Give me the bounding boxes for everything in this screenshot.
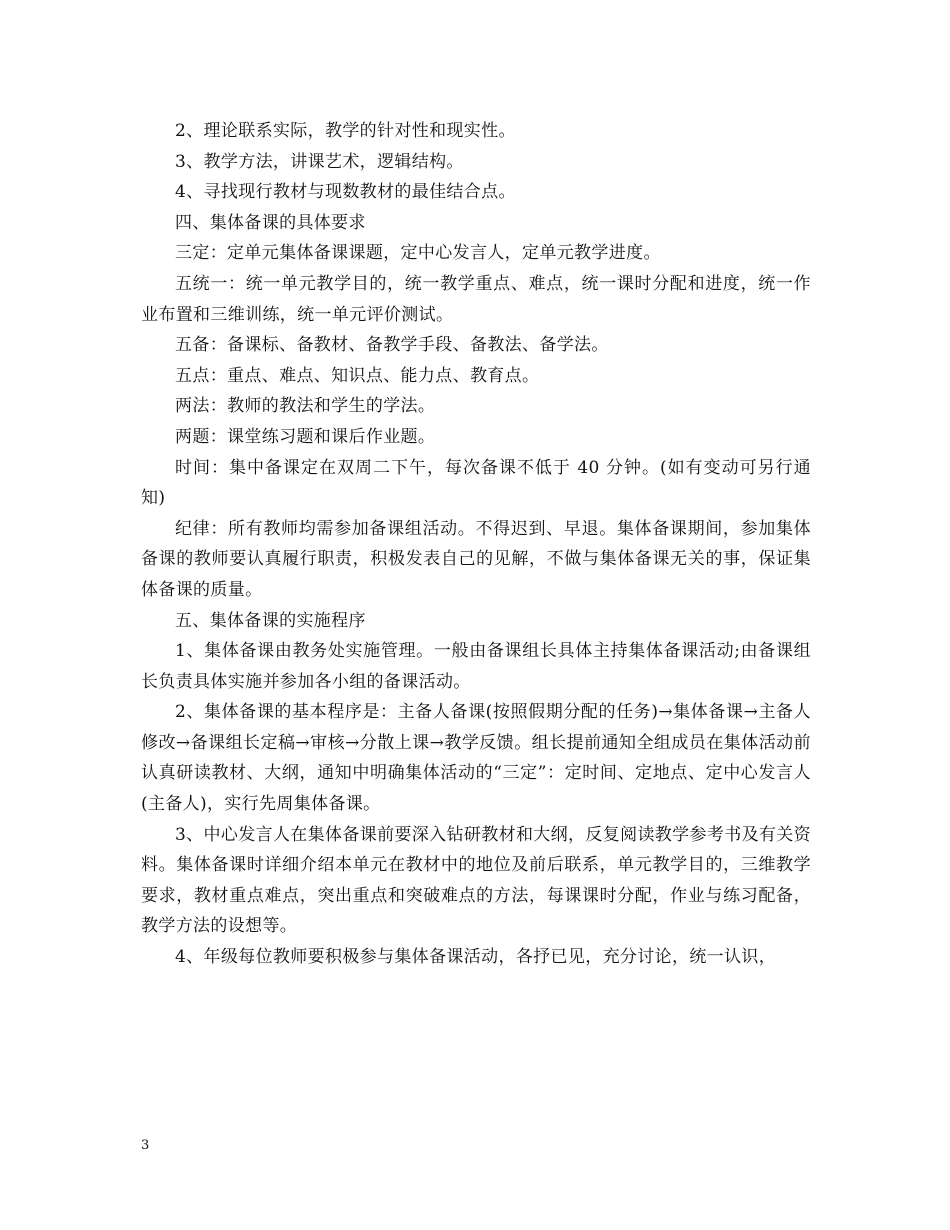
section-heading: 四、集体备课的具体要求 xyxy=(175,212,366,233)
paragraph: 两题：课堂练习题和课后作业题。 xyxy=(175,426,436,447)
paragraph: 五点：重点、难点、知识点、能力点、教育点。 xyxy=(175,365,540,386)
paragraph: 2、理论联系实际，教学的针对性和现实性。 xyxy=(175,121,516,141)
paragraph: 时间：集中备课定在双周二下午，每次备课不低于 40 分钟。(如有变动可另行通知) xyxy=(141,457,811,509)
paragraph: 4、寻找现行教材与现数教材的最佳结合点。 xyxy=(175,182,516,203)
paragraph: 五统一：统一单元教学目的，统一教学重点、难点，统一课时分配和进度，统一作业布置和三维训练，统一单元评价测试。 xyxy=(141,273,811,325)
paragraph: 3、中心发言人在集体备课前要深入钻研教材和大纲，反复阅读教学参考书及有关资料。集体备课时详细介绍本单元在教材中的地位及前后联系，单元教学目的，三维教学要求，教材重点难点，突出重点和突破难点的方法，每课课时分配，作业与练习配备，教学方法的设想等。 xyxy=(141,824,811,937)
document-body xyxy=(141,116,811,973)
paragraph: 3、教学方法，讲课艺术，逻辑结构。 xyxy=(175,151,464,172)
section-heading: 五、集体备课的实施程序 xyxy=(175,610,366,631)
paragraph: 纪律：所有教师均需参加备课组活动。不得迟到、早退。集体备课期间，参加集体备课的教师要认真履行职责，积极发表自己的见解，不做与集体备课无关的事，保证集体备课的质量。 xyxy=(141,518,811,600)
paragraph: 2、集体备课的基本程序是：主备人备课(按照假期分配的任务)→集体备课→主备人修改→备课组长定稿→审核→分散上课→教学反馈。组长提前通知全组成员在集体活动前认真研读教材、大纲，通知中明确集体活动的“三定”：定时间、定地点、定中心发言人(主备人)，实行先周集体备课。 xyxy=(141,702,811,815)
page-number: 3 xyxy=(141,1138,150,1153)
paragraph: 两法：教师的教法和学生的学法。 xyxy=(175,396,436,417)
paragraph: 4、年级每位教师要积极参与集体备课活动，各抒已见，充分讨论，统一认识， xyxy=(175,947,777,968)
paragraph: 五备：备课标、备教材、备教学手段、备教法、备学法。 xyxy=(175,335,609,356)
paragraph: 1、集体备课由教务处实施管理。一般由备课组长具体主持集体备课活动;由备课组长负责具体实施并参加各小组的备课活动。 xyxy=(141,641,811,692)
paragraph: 三定：定单元集体备课课题，定中心发言人，定单元教学进度。 xyxy=(175,243,661,264)
